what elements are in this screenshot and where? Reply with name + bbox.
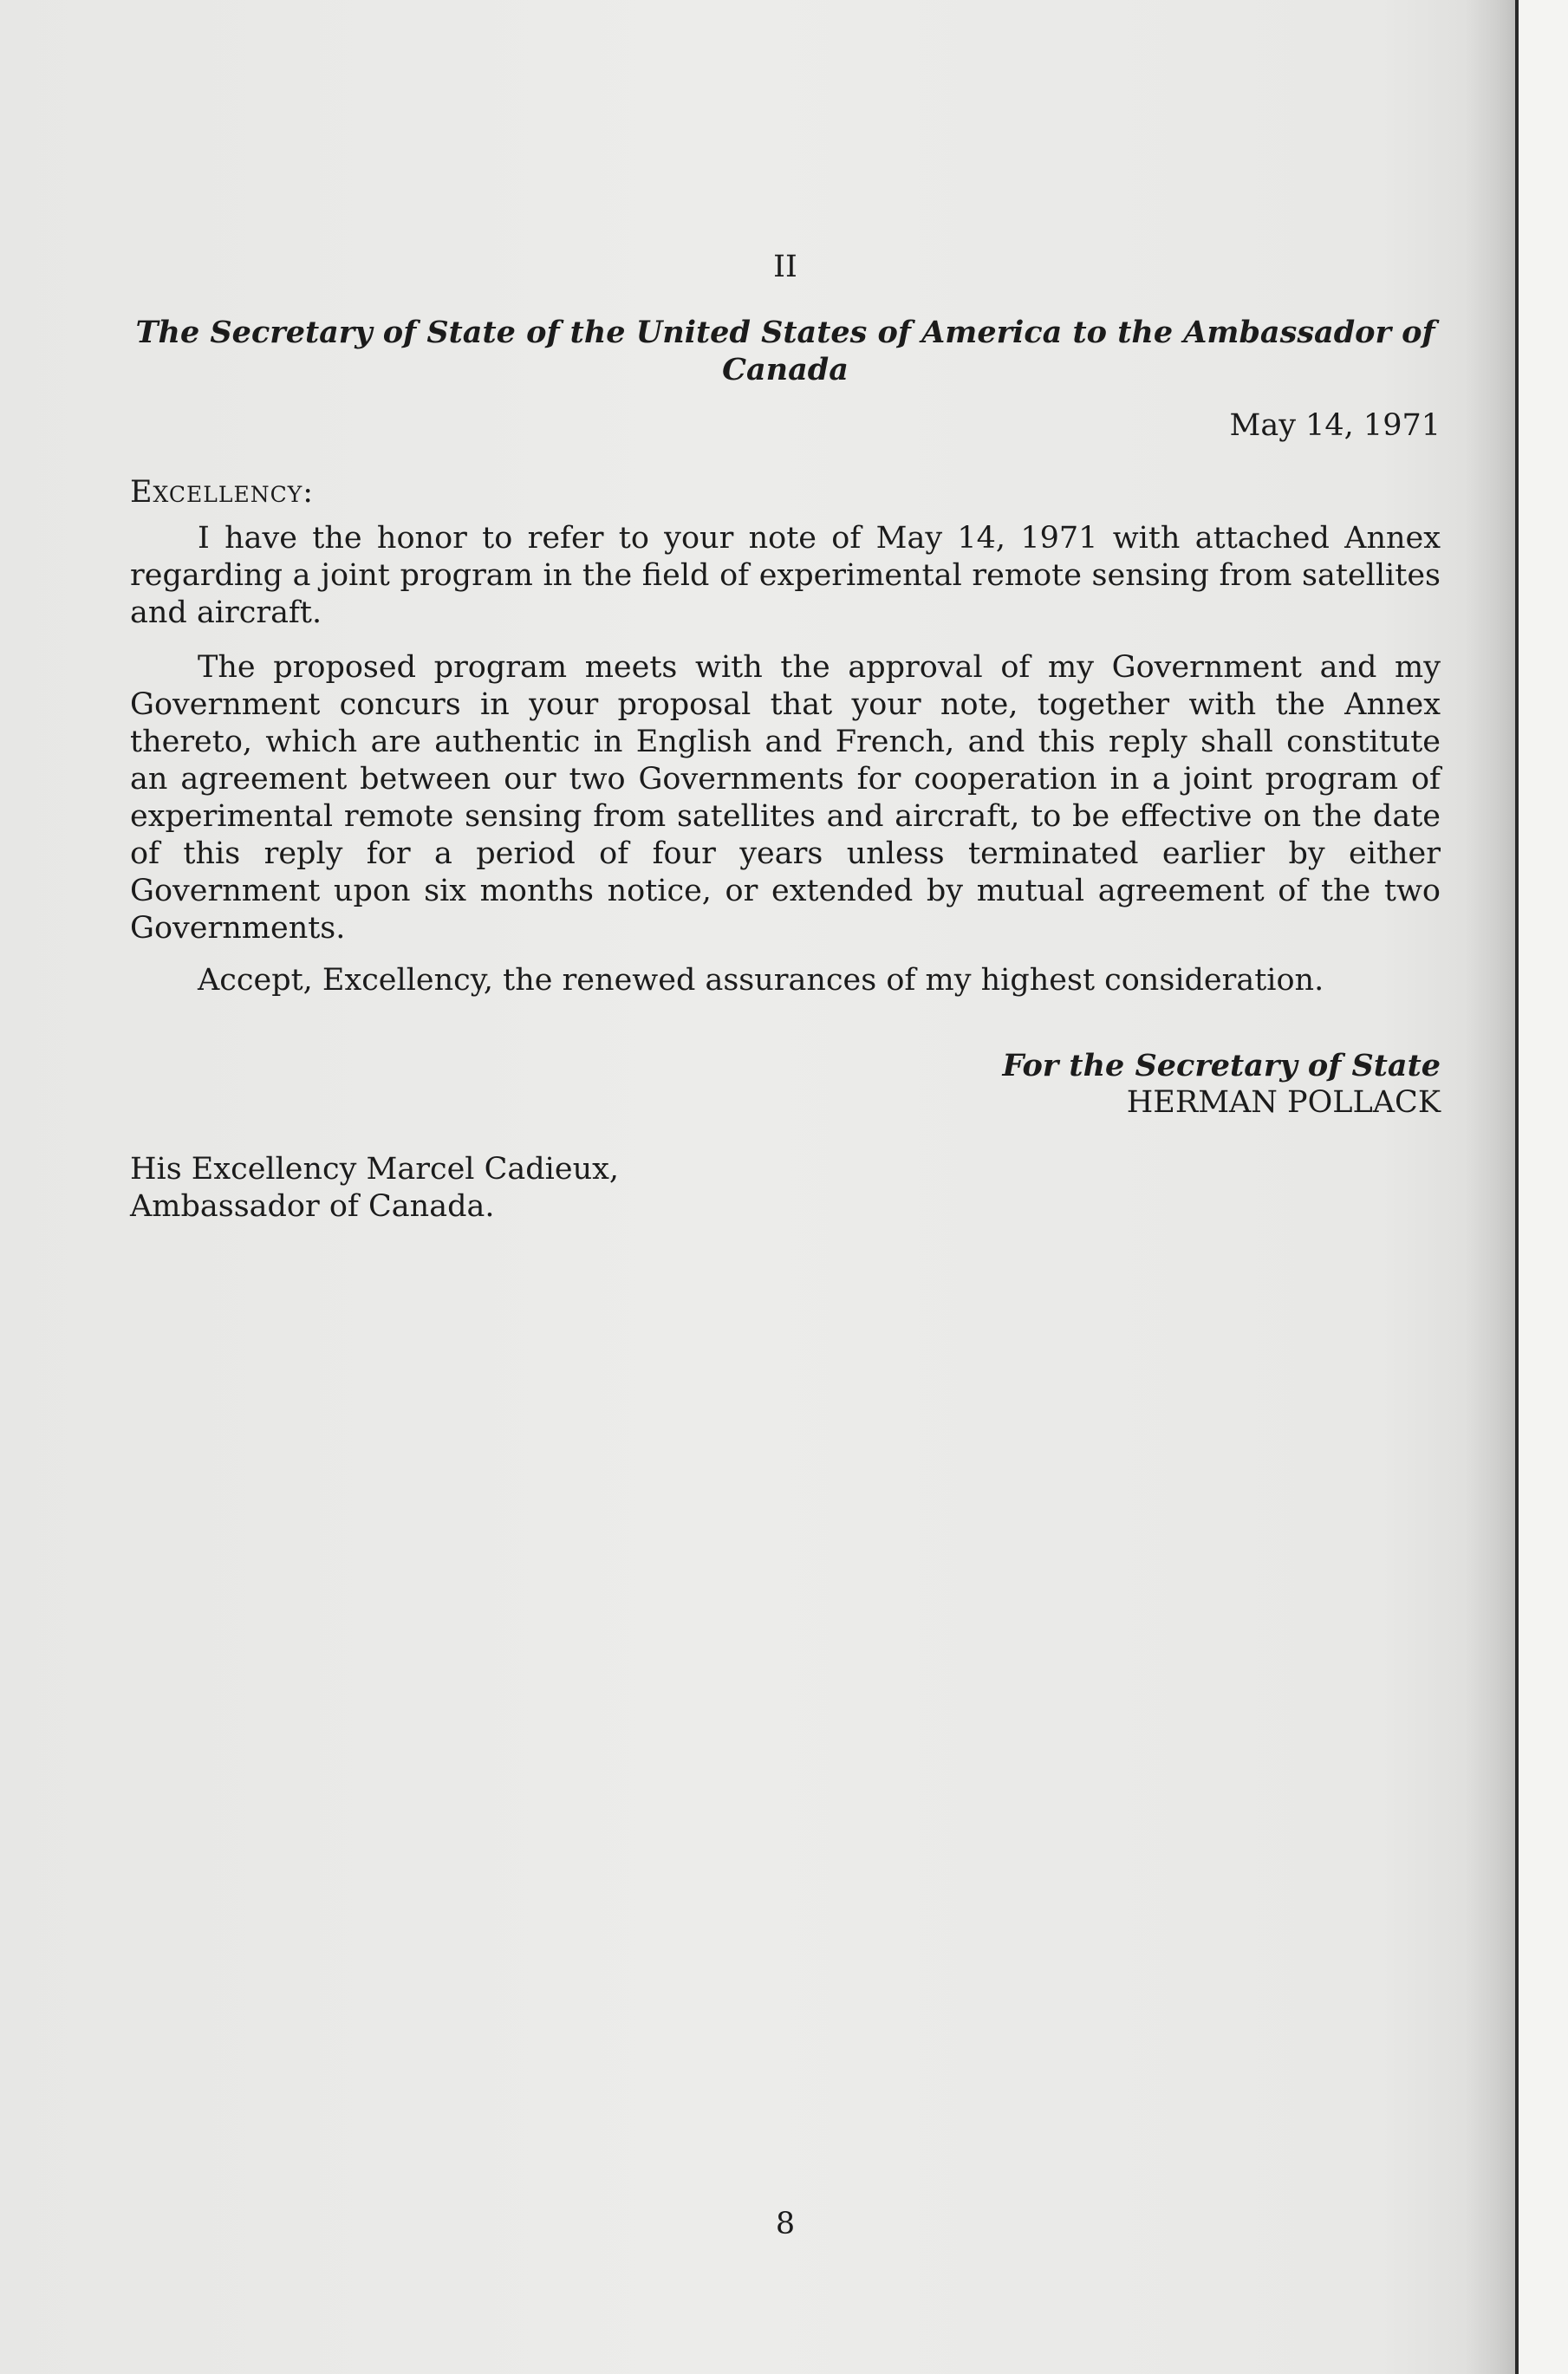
- section-number: II: [773, 250, 797, 284]
- paragraph-1: I have the honor to refer to your note of May 14, 1971 with attached Annex regarding a joint program in the field of experimental remote sensing from satellites and aircraft.: [130, 521, 1441, 630]
- adjacent-page-edge: [1519, 0, 1568, 2374]
- paragraph-2: The proposed program meets with the approval of my Government and my Government concurs in your proposal that your note, together with the Annex thereto, which are authentic in English and French, and this reply shall constitute an agreement between our two Governments for cooperation in a joint program of experimental remote sensing from satellites and aircraft, to be effective on the date of this reply for a period of four years unless terminated earlier by either Government upon six months notice, or extended by mutual agreement of the two Governments.: [130, 650, 1441, 946]
- paragraph-3: Accept, Excellency, the renewed assurances of my highest consideration.: [198, 963, 1324, 998]
- letter-date: May 14, 1971: [1229, 408, 1441, 443]
- salutation: Excellency:: [130, 475, 315, 510]
- signature-title: For the Secretary of State: [1002, 1048, 1441, 1083]
- signature-name: HERMAN POLLACK: [1126, 1085, 1441, 1120]
- letter-heading: The Secretary of State of the United States of America to the Ambassador of Canada: [135, 315, 1435, 387]
- page-number: 8: [775, 2207, 796, 2241]
- addressee-name: His Excellency Marcel Cadieux,: [130, 1152, 619, 1187]
- addressee-title: Ambassador of Canada.: [130, 1189, 495, 1224]
- gutter-shadow: [1465, 0, 1517, 2374]
